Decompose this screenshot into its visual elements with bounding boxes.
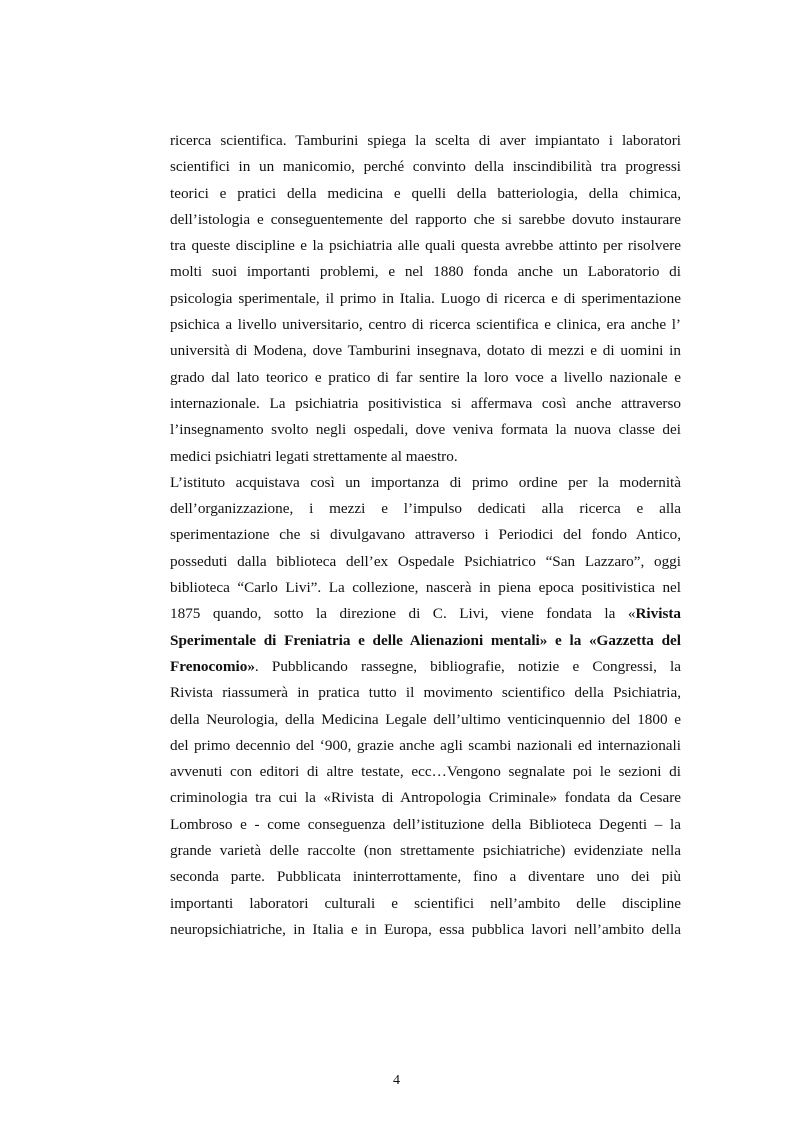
text-line — [170, 707, 681, 733]
text-span: Lombroso e - come conseguenza dell’istituzione della Biblioteca Degenti – la — [170, 815, 681, 833]
text-span: medici psichiatri legati strettamente al maestro. — [170, 447, 458, 465]
text-span: l’insegnamento svolto negli ospedali, dove veniva formata la nuova classe dei — [170, 421, 681, 439]
bold-text-span: Sperimentale di Freniatria e delle Alienazioni mentali» e la «Gazzetta del — [170, 631, 681, 649]
text-span: neuropsichiatriche, in Italia e in Europa, essa pubblica lavori nell’ambito della — [170, 920, 681, 938]
text-span: grado dal lato teorico e pratico di far sentire la loro voce a livello nazionale e — [170, 368, 681, 386]
text-line — [170, 233, 681, 259]
text-span: tra queste discipline e la psichiatria alle quali questa avrebbe attinto per risolvere — [170, 237, 681, 255]
text-line — [170, 654, 681, 680]
text-span: biblioteca “Carlo Livi”. La collezione, nascerà in piena epoca positivistica nel — [170, 579, 681, 597]
text-line — [170, 259, 681, 285]
text-span: Rivista riassumerà in pratica tutto il movimento scientifico della Psichiatria, — [170, 684, 681, 702]
text-span: università di Modena, dove Tamburini insegnava, dotato di mezzi e di uomini in — [170, 342, 681, 360]
text-span: dell’istologia e conseguentemente del rapporto che si sarebbe dovuto instaurare — [170, 210, 681, 228]
text-line — [170, 549, 681, 575]
text-span: . Pubblicando rassegne, bibliografie, notizie e Congressi, la — [254, 657, 681, 675]
text-span: seconda parte. Pubblicata ininterrottamente, fino a diventare uno dei più — [170, 868, 681, 886]
text-line — [170, 838, 681, 864]
text-line — [170, 864, 681, 890]
text-line — [170, 391, 681, 417]
bold-text-span: Frenocomio» — [170, 657, 255, 675]
text-span: della Neurologia, della Medicina Legale dell’ultimo venticinquennio del 1800 e — [170, 710, 681, 728]
text-line — [170, 680, 681, 706]
text-line — [170, 496, 681, 522]
body-text — [170, 128, 681, 943]
text-line — [170, 444, 681, 470]
text-line — [170, 338, 681, 364]
text-line — [170, 365, 681, 391]
text-line — [170, 522, 681, 548]
text-line — [170, 181, 681, 207]
page-number: 4 — [393, 1073, 400, 1088]
text-span: importanti laboratori culturali e scientifici nell’ambito delle discipline — [170, 894, 681, 912]
text-span: 1875 quando, sotto la direzione di C. Livi, viene fondata la « — [170, 605, 636, 623]
text-line — [170, 154, 681, 180]
text-line — [170, 417, 681, 443]
text-line — [170, 759, 681, 785]
text-line — [170, 128, 681, 154]
text-span: scientifici in un manicomio, perché convinto della inscindibilità tra progressi — [170, 158, 681, 176]
text-line — [170, 891, 681, 917]
text-span: posseduti dalla biblioteca dell’ex Ospedale Psichiatrico “San Lazzaro”, oggi — [170, 552, 681, 570]
text-span: ricerca scientifica. Tamburini spiega la scelta di aver impiantato i laboratori — [170, 132, 681, 149]
text-span: del primo decennio del ‘900, grazie anche agli scambi nazionali ed internazionali — [170, 736, 681, 754]
text-line — [170, 286, 681, 312]
text-line — [170, 733, 681, 759]
text-span: psicologia sperimentale, il primo in Italia. Luogo di ricerca e di sperimentazione — [170, 289, 681, 307]
text-span: internazionale. La psichiatria positivistica si affermava così anche attraverso — [170, 394, 681, 412]
text-span: teorici e pratici della medicina e quelli della batteriologia, della chimica, — [170, 184, 681, 202]
text-line — [170, 312, 681, 338]
text-line — [170, 785, 681, 811]
text-line — [170, 601, 681, 627]
text-line — [170, 917, 681, 943]
text-span: L’istituto acquistava così un importanza di primo ordine per la modernità — [170, 473, 681, 491]
text-line — [170, 575, 681, 601]
text-span: dell’organizzazione, i mezzi e l’impulso dedicati alla ricerca e alla — [170, 500, 681, 518]
text-line — [170, 628, 681, 654]
text-line — [170, 812, 681, 838]
text-span: grande varietà delle raccolte (non strettamente psichiatriche) evidenziate nella — [170, 842, 681, 860]
text-line — [170, 470, 681, 496]
text-span: psichica a livello universitario, centro di ricerca scientifica e clinica, era anche l’ — [170, 316, 681, 334]
text-span: sperimentazione che si divulgavano attraverso i Periodici del fondo Antico, — [170, 526, 681, 544]
text-span: avvenuti con editori di altre testate, ecc…Vengono segnalate poi le sezioni di — [170, 763, 681, 781]
text-span: molti suoi importanti problemi, e nel 1880 fonda anche un Laboratorio di — [170, 263, 681, 281]
bold-text-span: Rivista — [635, 605, 681, 623]
text-span: criminologia tra cui la «Rivista di Antropologia Criminale» fondata da Cesare — [170, 789, 681, 807]
text-line — [170, 207, 681, 233]
